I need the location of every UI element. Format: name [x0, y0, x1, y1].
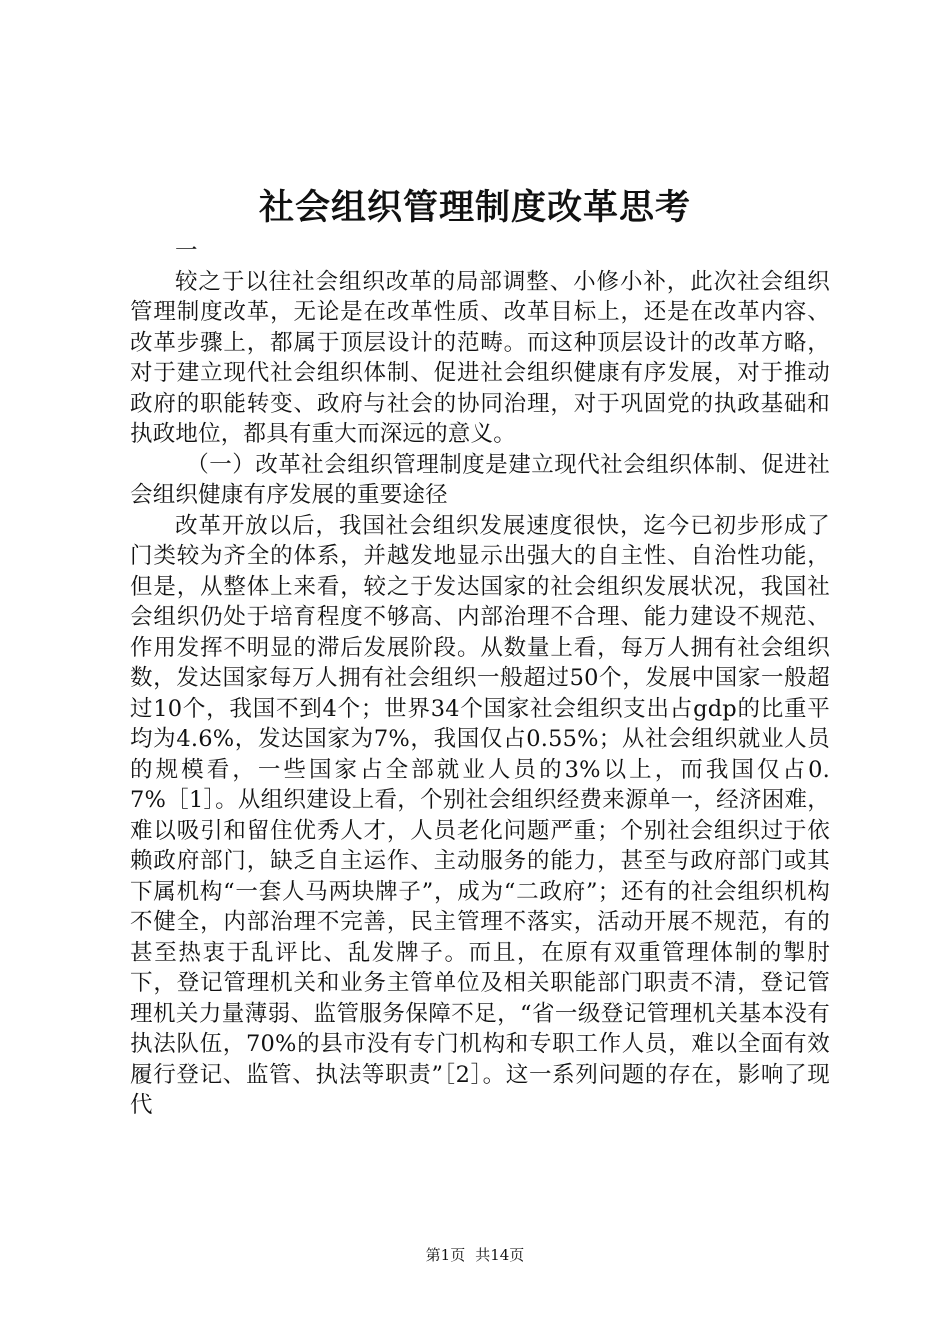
- page-number: 第1页: [425, 1246, 466, 1264]
- subsection-heading: （一）改革社会组织管理制度是建立现代社会组织体制、促进社会组织健康有序发展的重要途径: [130, 451, 830, 508]
- section-number: 一: [175, 238, 198, 264]
- paragraph: 较之于以往社会组织改革的局部调整、小修小补，此次社会组织管理制度改革，无论是在改革性质、改革目标上，还是在改革内容、改革步骤上，都属于顶层设计的范畴。而这种顶层设计的改革方略，对于建立现代社会组织体制、促进社会组织健康有序发展，对于推动政府的职能转变、政府与社会的协同治理，对于巩固党的执政基础和执政地位，都具有重大而深远的意义。: [130, 268, 830, 447]
- document-body: [130, 236, 830, 1121]
- page-total: 共14页: [475, 1246, 525, 1264]
- page-footer: [0, 1245, 950, 1265]
- document-title: 社会组织管理制度改革思考: [258, 187, 691, 228]
- paragraph: 改革开放以后，我国社会组织发展速度很快，迄今已初步形成了门类较为齐全的体系，并越发地显示出强大的自主性、自治性功能，但是，从整体上来看，较之于发达国家的社会组织发展状况，我国社会组织仍处于培育程度不够高、内部治理不合理、能力建设不规范、作用发挥不明显的滞后发展阶段。从数量上看，每万人拥有社会组织数，发达国家每万人拥有社会组织一般超过50个，发展中国家一般超过10个，我国不到4个；世界34个国家社会组织支出占gdp的比重平均为4.6%，发达国家为7%，我国仅占0.55%；从社会组织就业人员的规模看，一些国家占全部就业人员的3%以上，而我国仅占0.7%［1］。从组织建设上看，个别社会组织经费来源单一，经济困难，难以吸引和留住优秀人才，人员老化问题严重；个别社会组织过于依赖政府部门，缺乏自主运作、主动服务的能力，甚至与政府部门或其下属机构“一套人马两块牌子”，成为“二政府”；还有的社会组织机构不健全，内部治理不完善，民主管理不落实，活动开展不规范，有的甚至热衷于乱评比、乱发牌子。而且，在原有双重管理体制的掣肘下，登记管理机关和业务主管单位及相关职能部门职责不清，登记管理机关力量薄弱、监管服务保障不足，“省一级登记管理机关基本没有执法队伍，70%的县市没有专门机构和专职工作人员，难以全面有效履行登记、监管、执法等职责”［2］。这一系列问题的存在，影响了现代: [130, 512, 830, 1118]
